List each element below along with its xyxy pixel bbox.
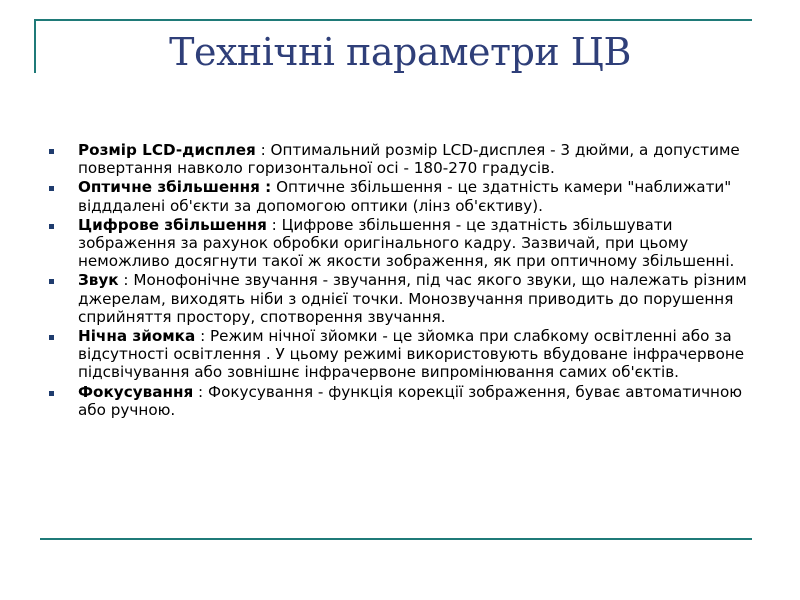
square-bullet-icon — [49, 186, 54, 191]
bullet-text: : Оптимальний розмір LCD-дисплея - 3 дюйми, а допустиме повертання навколо горизонтальної осі - 180-270 градусів. — [78, 141, 740, 178]
slide-title: Технічні параметри ЦВ — [169, 30, 631, 74]
bullet-item-digital-zoom — [46, 216, 758, 271]
bullet-text: : Монофонічне звучання - звучання, під час якого звуки, що належать різним джерелам, виходять ніби з однієї точки. Монозвучання приводить до порушення сприйняття простору, спотворення звучання. — [78, 271, 747, 326]
bullet-list — [46, 141, 758, 420]
bullet-text: : Режим нічної зйомки - це зйомка при слабкому освітленні або за відсутності освітлення . У цьому режимі використовують вбудоване інфрачервоне підсвічування або зовнішнє інфрачервоне випромінювання самих об'єктів. — [78, 327, 745, 382]
bullet-item-lcd — [46, 141, 758, 177]
bullet-term: Розмір LCD-дисплея — [78, 141, 256, 159]
top-divider-line — [34, 19, 752, 21]
bullet-term: Звук — [78, 271, 119, 290]
bullet-term: Нічна зйомка — [78, 327, 196, 346]
bullet-term: Фокусування — [78, 382, 194, 401]
bullet-term: Оптичне збільшення : — [78, 178, 272, 197]
square-bullet-icon — [49, 224, 54, 229]
bullet-text: : Цифрове збільшення - це здатність збільшувати зображення за рахунок обробки оригінального кадру. Зазвичай, при цьому неможливо досягнути такої ж якости зображення, як при оптичному збільшенні. — [78, 215, 735, 271]
square-bullet-icon — [49, 149, 54, 154]
bullet-item-night-mode — [46, 327, 758, 382]
square-bullet-icon — [49, 391, 54, 396]
bullet-item-optical-zoom — [46, 178, 758, 214]
square-bullet-icon — [49, 279, 54, 284]
bullet-term: Цифрове збільшення — [78, 215, 267, 234]
bullet-item-sound — [46, 271, 758, 326]
square-bullet-icon — [49, 335, 54, 340]
bullet-text: : Фокусування - функція корекції зображення, буває автоматичною або ручною. — [78, 382, 743, 419]
bullet-text: Оптичне збільшення - це здатність камери "наближати" відддалені об'єкти за допомогою оптики (лінз об'єктиву). — [78, 178, 732, 215]
bullet-item-focusing — [46, 383, 758, 419]
bottom-divider-line — [40, 538, 752, 540]
